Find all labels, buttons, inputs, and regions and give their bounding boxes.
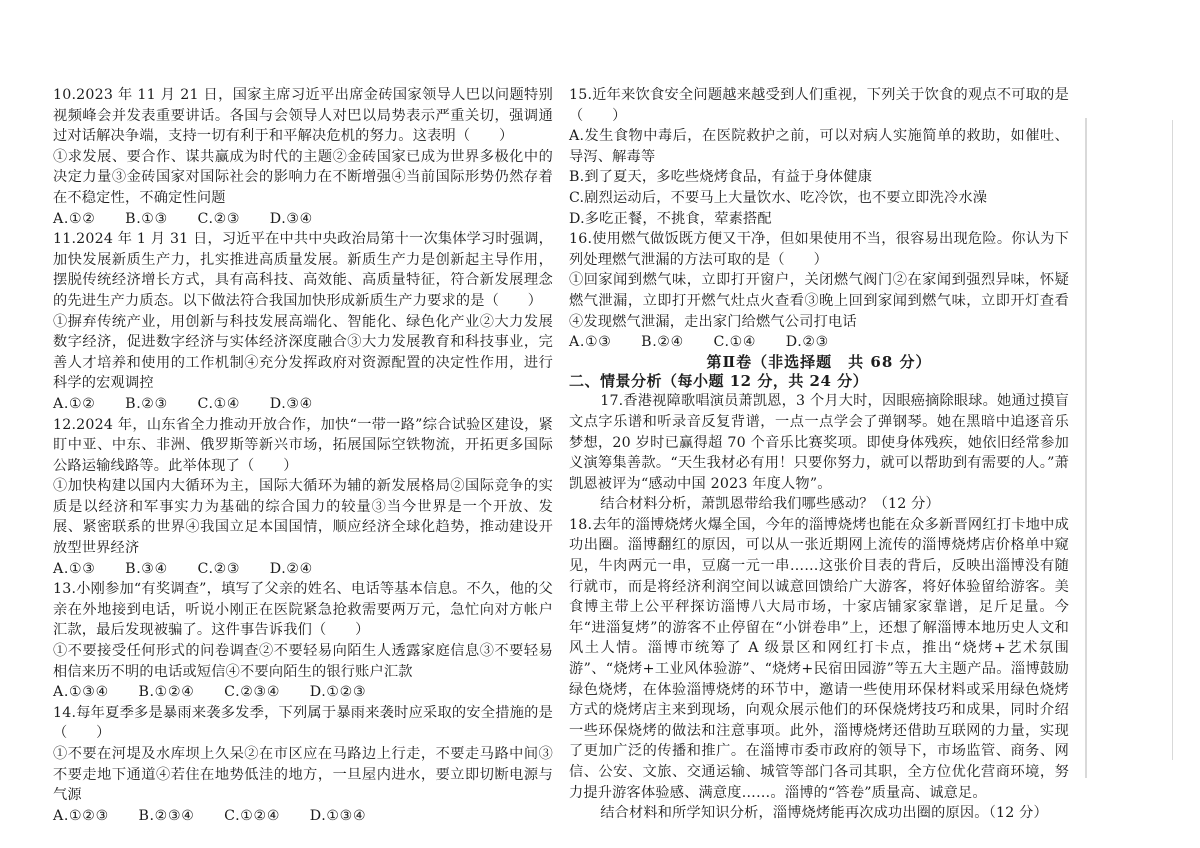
question-10-stem: 10.2023 年 11 月 21 日，国家主席习近平出席金砖国家领导人巴以问题特别视频峰会并发表重要讲话。各国与会领导人对巴以局势表示严重关切，强调通过对话解决争端，支持一切有利于和平解决危机的努力。这表明（ ） xyxy=(53,87,553,145)
question-15-option-c: C.剧烈运动后，不要马上大量饮水、吃冷饮，也不要立即洗冷水澡 xyxy=(569,189,988,206)
question-18-material: 18.去年的淄博烧烤火爆全国，今年的淄博烧烤也能在众多新晋网红打卡地中成功出圈。淄博翻红的原因，可以从一张近期网上流传的淄博烧烤店价格单中窥见，牛肉两元一串，豆腐一元一串……这张价目表的背后，反映出淄博没有随行就市，而是将经济利润空间以诚意回馈给广大游客，将好体验留给游客。美食博主带上公平秤探访淄博八大局市场，十家店铺家家靠谱，足斤足量。今年“进淄复烤”的游客不止停留在“小饼卷串”上，还想了解淄博本地历史人文和风土人情。淄博市统筹了 A 级景区和网红打卡点，推出“烧烤+艺术氛围游”、“烧烤+工业风体验游”、“烧烤+民宿田园游”等五大主题产品。淄博鼓励绿色烧烤，在体验淄博烧烤的环节中，邀请一些使用环保材料或采用绿色烧烤方式的烧烤店主来到现场，向观众展示他们的环保烧烤技巧和成果，同时介绍一些环保烧烤的做法和注意事项。此外，淄博烧烤还借助互联网的力量，实现了更加广泛的传播和推广。在淄博市委市政府的领导下，市场监管、商务、网信、公安、文旅、交通运输、城管等部门各司其职，全方位优化营商环境，努力提升游客体验感、满意度……。淄博的“答卷”质量高、诚意足。 xyxy=(569,516,1069,801)
scan-edge-mark xyxy=(1172,120,1173,760)
scan-edge-mark xyxy=(1085,118,1087,778)
question-15-option-a: A.发生食物中毒后，在医院救护之前，可以对病人实施简单的救助，如催吐、导泻、解毒等 xyxy=(569,128,1069,165)
left-column xyxy=(53,85,553,826)
question-16-stem: 16.使用燃气做饭既方便又干净，但如果使用不当，很容易出现危险。你认为下列处理燃气泄漏的方法可取的是（ ） xyxy=(569,231,1069,268)
question-11-statements: ①摒弃传统产业，用创新与科技发展高端化、智能化、绿色化产业②大力发展数字经济，促进数字经济与实体经济深度融合③大力发展教育和科技事业，完善人才培养和使用的工作机制④充分发挥政府对资源配置的决定性作用，进行科学的宏观调控 xyxy=(53,313,553,392)
question-15-option-b: B.到了夏天，多吃些烧烤食品，有益于身体健康 xyxy=(569,169,873,186)
question-11-options: A.①② B.②③ C.①④ D.③④ xyxy=(53,395,314,412)
question-12-statements: ①加快构建以国内大循环为主，国际大循环为辅的新发展格局②国际竞争的实质是以经济和军事实力为基础的综合国力的较量③当今世界是一个开放、发展、紧密联系的世界④我国立足本国国情，顺应经济全球化趋势，推动建设开放型世界经济 xyxy=(53,478,553,557)
question-15-option-d: D.多吃正餐，不挑食，荤素搭配 xyxy=(569,210,772,227)
question-18-prompt: 结合材料和所学知识分析，淄博烧烤能再次成功出圈的原因。（12 分） xyxy=(600,805,1048,822)
right-column xyxy=(569,85,1069,824)
question-17-prompt: 结合材料分析，萧凯恩带给我们哪些感动？（12 分） xyxy=(600,496,940,513)
question-13-stem: 13.小刚参加“有奖调查”，填写了父亲的姓名、电话等基本信息。不久，他的父亲在外地接到电话，听说小刚正在医院紧急抢救需要两万元，急忙向对方帐户汇款，最后发现被骗了。这件事告诉我们（ ） xyxy=(53,581,553,639)
question-15-stem: 15.近年来饮食安全问题越来越受到人们重视，下列关于饮食的观点不可取的是（ ） xyxy=(569,87,1069,124)
question-16-options: A.①③ B.②④ C.①④ D.②③ xyxy=(569,334,830,351)
section-subtitle: 二、情景分析（每小题 12 分，共 24 分） xyxy=(569,371,869,390)
question-14-stem: 14.每年夏季多是暴雨来袭多发季，下列属于暴雨来袭时应采取的安全措施的是（ ） xyxy=(53,704,553,742)
question-10-statements: ①求发展、要合作、谋共赢成为时代的主题②金砖国家已成为世界多极化中的决定力量③金砖国家对国际社会的影响力在不断增强④当前国际形势仍然存着在不稳定性，不确定性问题 xyxy=(53,148,553,206)
question-12-options: A.①③ B.③④ C.②③ D.②④ xyxy=(53,560,314,577)
question-17-material: 17.香港视障歌唱演员萧凯恩，3 个月大时，因眼癌摘除眼球。她通过摸盲文点字乐谱和听录音反复背谱，一点一点学会了弹钢琴。她在黑暗中追逐音乐梦想，20 岁时已赢得超 70 个音乐比赛奖项。即使身体残疾，她依旧经常参加义演筹集善款。“天生我材必有用！只要你努力，就可以帮助到有需要的人。”萧凯恩被评为“感动中国 2023 年度人物”。 xyxy=(569,393,1069,492)
question-11-stem: 11.2024 年 1 月 31 日，习近平在中共中央政治局第十一次集体学习时强调，加快发展新质生产力，扎实推进高质量发展。新质生产力是创新起主导作用，摆脱传统经济增长方式，具有高科技、高效能、高质量特征，符合新发展理念的先进生产力质态。以下做法符合我国加快形成新质生产力要求的是（ ） xyxy=(53,231,553,309)
question-12-stem: 12.2024 年，山东省全力推动开放合作，加快“一带一路”综合试验区建设，紧盯中亚、中东、非洲、俄罗斯等新兴市场，拓展国际空铁物流，开拓更多国际公路运输线路等。此举体现了（ ） xyxy=(53,416,553,474)
question-10-options: A.①② B.①③ C.②③ D.③④ xyxy=(53,210,314,227)
question-14-options: A.①②③ B.②③④ C.①②④ D.①③④ xyxy=(53,807,367,824)
question-13-options: A.①③④ B.①②④ C.②③④ D.①②③ xyxy=(53,684,367,701)
question-13-statements: ①不要接受任何形式的问卷调查②不要轻易向陌生人透露家庭信息③不要轻易相信来历不明的电话或短信④不要向陌生的银行账户汇款 xyxy=(53,643,553,680)
question-14-statements: ①不要在河堤及水库坝上久呆②在市区应在马路边上行走，不要走马路中间③不要走地下通道④若住在地势低洼的地方，一旦屋内进水，要立即切断电源与气源 xyxy=(53,746,553,804)
section-title: 第Ⅱ卷（非选择题 共 68 分） xyxy=(706,352,932,371)
question-16-statements: ①回家闻到燃气味，立即打开窗户，关闭燃气阀门②在家闻到强烈异味，怀疑燃气泄漏，立即打开燃气灶点火查看③晚上回到家闻到燃气味，立即开灯查看④发现燃气泄漏，走出家门给燃气公司打电话 xyxy=(569,272,1069,330)
